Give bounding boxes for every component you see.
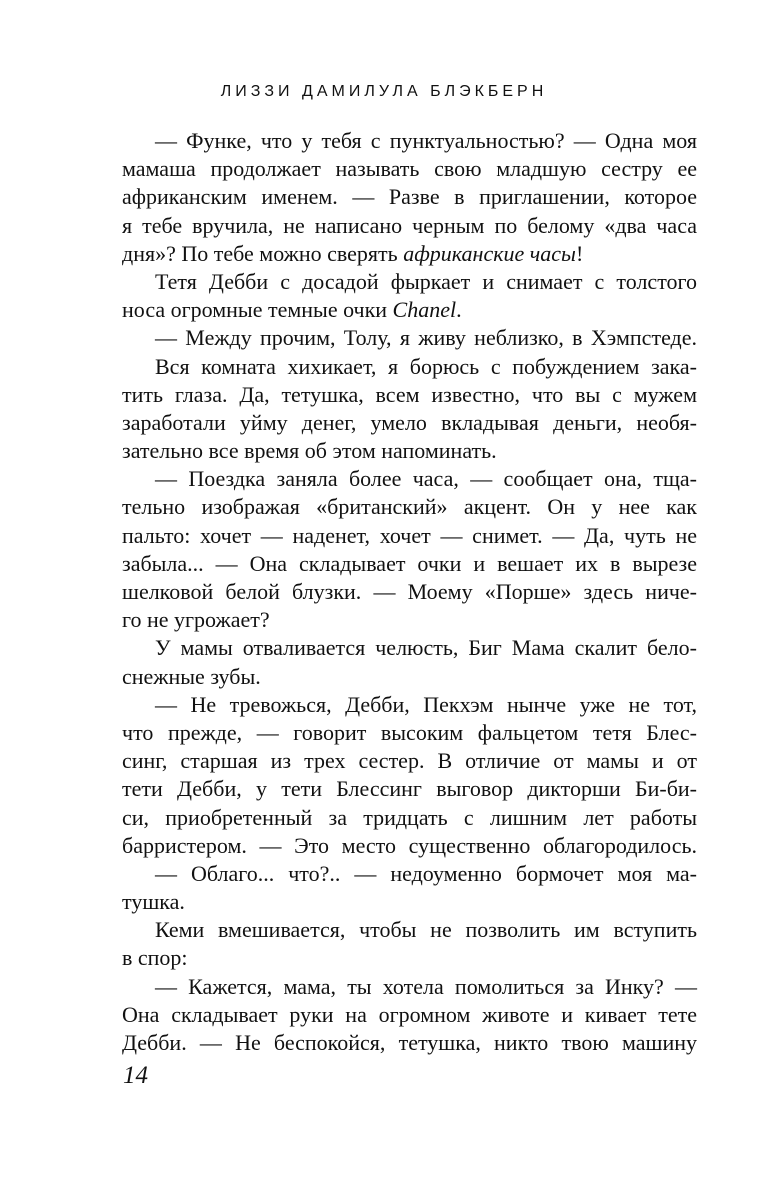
text-line bbox=[122, 183, 697, 211]
text-line bbox=[122, 860, 697, 888]
text-segment: — Не тревожься, Дебби, Пекхэм нынче уже не тот, bbox=[155, 691, 697, 717]
text-segment: что прежде, — говорит высоким фальцетом тетя Блес- bbox=[122, 719, 697, 745]
text-line bbox=[122, 493, 697, 521]
page-number: 14 bbox=[123, 1062, 148, 1089]
italic-text: Chanel bbox=[392, 297, 457, 323]
text-segment: в спор: bbox=[122, 945, 188, 971]
text-line bbox=[122, 578, 697, 606]
italic-text: африканские часы bbox=[403, 240, 576, 266]
text-segment: — Функе, что у тебя с пунктуальностью? — Одна моя bbox=[155, 128, 697, 153]
text-line bbox=[122, 381, 697, 409]
text-segment: . bbox=[456, 297, 462, 323]
text-segment: Кеми вмешивается, чтобы не позволить им вступить bbox=[155, 917, 697, 943]
text-segment: — Облаго... что?.. — недоуменно бормочет моя ма- bbox=[155, 860, 697, 886]
text-line bbox=[122, 437, 697, 465]
text-line bbox=[122, 691, 697, 719]
text-segment: тушка. bbox=[122, 889, 185, 915]
text-segment: дня»? По тебе можно сверять bbox=[122, 240, 404, 266]
text-segment: шелковой белой блузки. — Моему «Порше» здесь ниче- bbox=[122, 579, 697, 604]
text-line bbox=[122, 155, 697, 183]
text-line bbox=[122, 832, 697, 860]
text-segment: тить глаза. Да, тетушка, всем известно, что вы с мужем bbox=[122, 381, 697, 407]
text-line bbox=[122, 268, 697, 296]
text-segment: барристером. — Это место существенно облагородилось. bbox=[122, 832, 697, 858]
text-segment: мамаша продолжает называть свою младшую сестру ее bbox=[122, 156, 697, 182]
text-line bbox=[122, 916, 697, 944]
text-line bbox=[122, 719, 697, 747]
text-segment: снежные зубы. bbox=[122, 663, 261, 689]
text-segment: носа огромные темные очки bbox=[122, 297, 393, 323]
text-segment: Дебби. — Не беспокойся, тетушка, никто твою машину bbox=[122, 1030, 697, 1055]
text-line bbox=[122, 240, 697, 268]
text-line bbox=[122, 775, 697, 803]
text-line bbox=[122, 663, 697, 691]
text-line bbox=[122, 804, 697, 832]
text-line bbox=[122, 522, 697, 550]
text-segment: африканским именем. — Разве в приглашении, которое bbox=[122, 184, 697, 210]
text-segment: забыла... — Она складывает очки и вешает их в вырезе bbox=[122, 550, 697, 576]
text-line bbox=[122, 888, 697, 916]
body-text bbox=[122, 127, 697, 1057]
text-segment: У мамы отваливается челюсть, Биг Мама скалит бело- bbox=[155, 635, 697, 661]
text-segment: Тетя Дебби с досадой фыркает и снимает с толстого bbox=[155, 268, 697, 294]
text-line bbox=[122, 1001, 697, 1029]
text-segment: пальто: хочет — наденет, хочет — снимет. — Да, чуть не bbox=[122, 522, 697, 548]
text-line bbox=[122, 747, 697, 775]
text-line bbox=[122, 1029, 697, 1057]
text-segment: — Поездка заняла более часа, — сообщает она, тща- bbox=[155, 466, 697, 492]
text-line bbox=[122, 296, 697, 324]
text-line bbox=[122, 353, 697, 381]
text-line bbox=[122, 550, 697, 578]
text-segment: заработали уйму денег, умело вкладывая деньги, необя- bbox=[122, 409, 697, 435]
running-head: ЛИЗЗИ ДАМИЛУЛА БЛЭКБЕРН bbox=[220, 83, 548, 100]
text-segment: зательно все время об этом напоминать. bbox=[122, 438, 497, 464]
text-segment: тельно изображая «британский» акцент. Он у нее как bbox=[122, 494, 697, 520]
text-line bbox=[122, 127, 697, 155]
text-segment: го не угрожает? bbox=[122, 607, 270, 633]
text-line bbox=[122, 409, 697, 437]
text-line bbox=[122, 465, 697, 493]
text-line bbox=[122, 944, 697, 972]
text-segment: синг, старшая из трех сестер. В отличие от мамы и от bbox=[122, 748, 697, 774]
text-line bbox=[122, 973, 697, 1001]
text-segment: — Между прочим, Толу, я живу неблизко, в Хэмпстеде. bbox=[155, 325, 697, 351]
text-segment: ! bbox=[575, 240, 584, 266]
text-line bbox=[122, 606, 697, 634]
text-line bbox=[122, 212, 697, 240]
text-line bbox=[122, 634, 697, 662]
text-line bbox=[122, 324, 697, 352]
text-segment: Вся комната хихикает, я борюсь с побуждением зака- bbox=[155, 353, 697, 379]
text-segment: тети Дебби, у тети Блессинг выговор дикторши Би-би- bbox=[122, 776, 697, 802]
text-segment: Она складывает руки на огромном животе и кивает тете bbox=[122, 1001, 697, 1027]
text-segment: я тебе вручила, не написано черным по белому «два часа bbox=[122, 212, 697, 238]
text-segment: си, приобретенный за тридцать с лишним лет работы bbox=[122, 804, 697, 830]
text-segment: — Кажется, мама, ты хотела помолиться за Инку? — bbox=[155, 973, 697, 999]
